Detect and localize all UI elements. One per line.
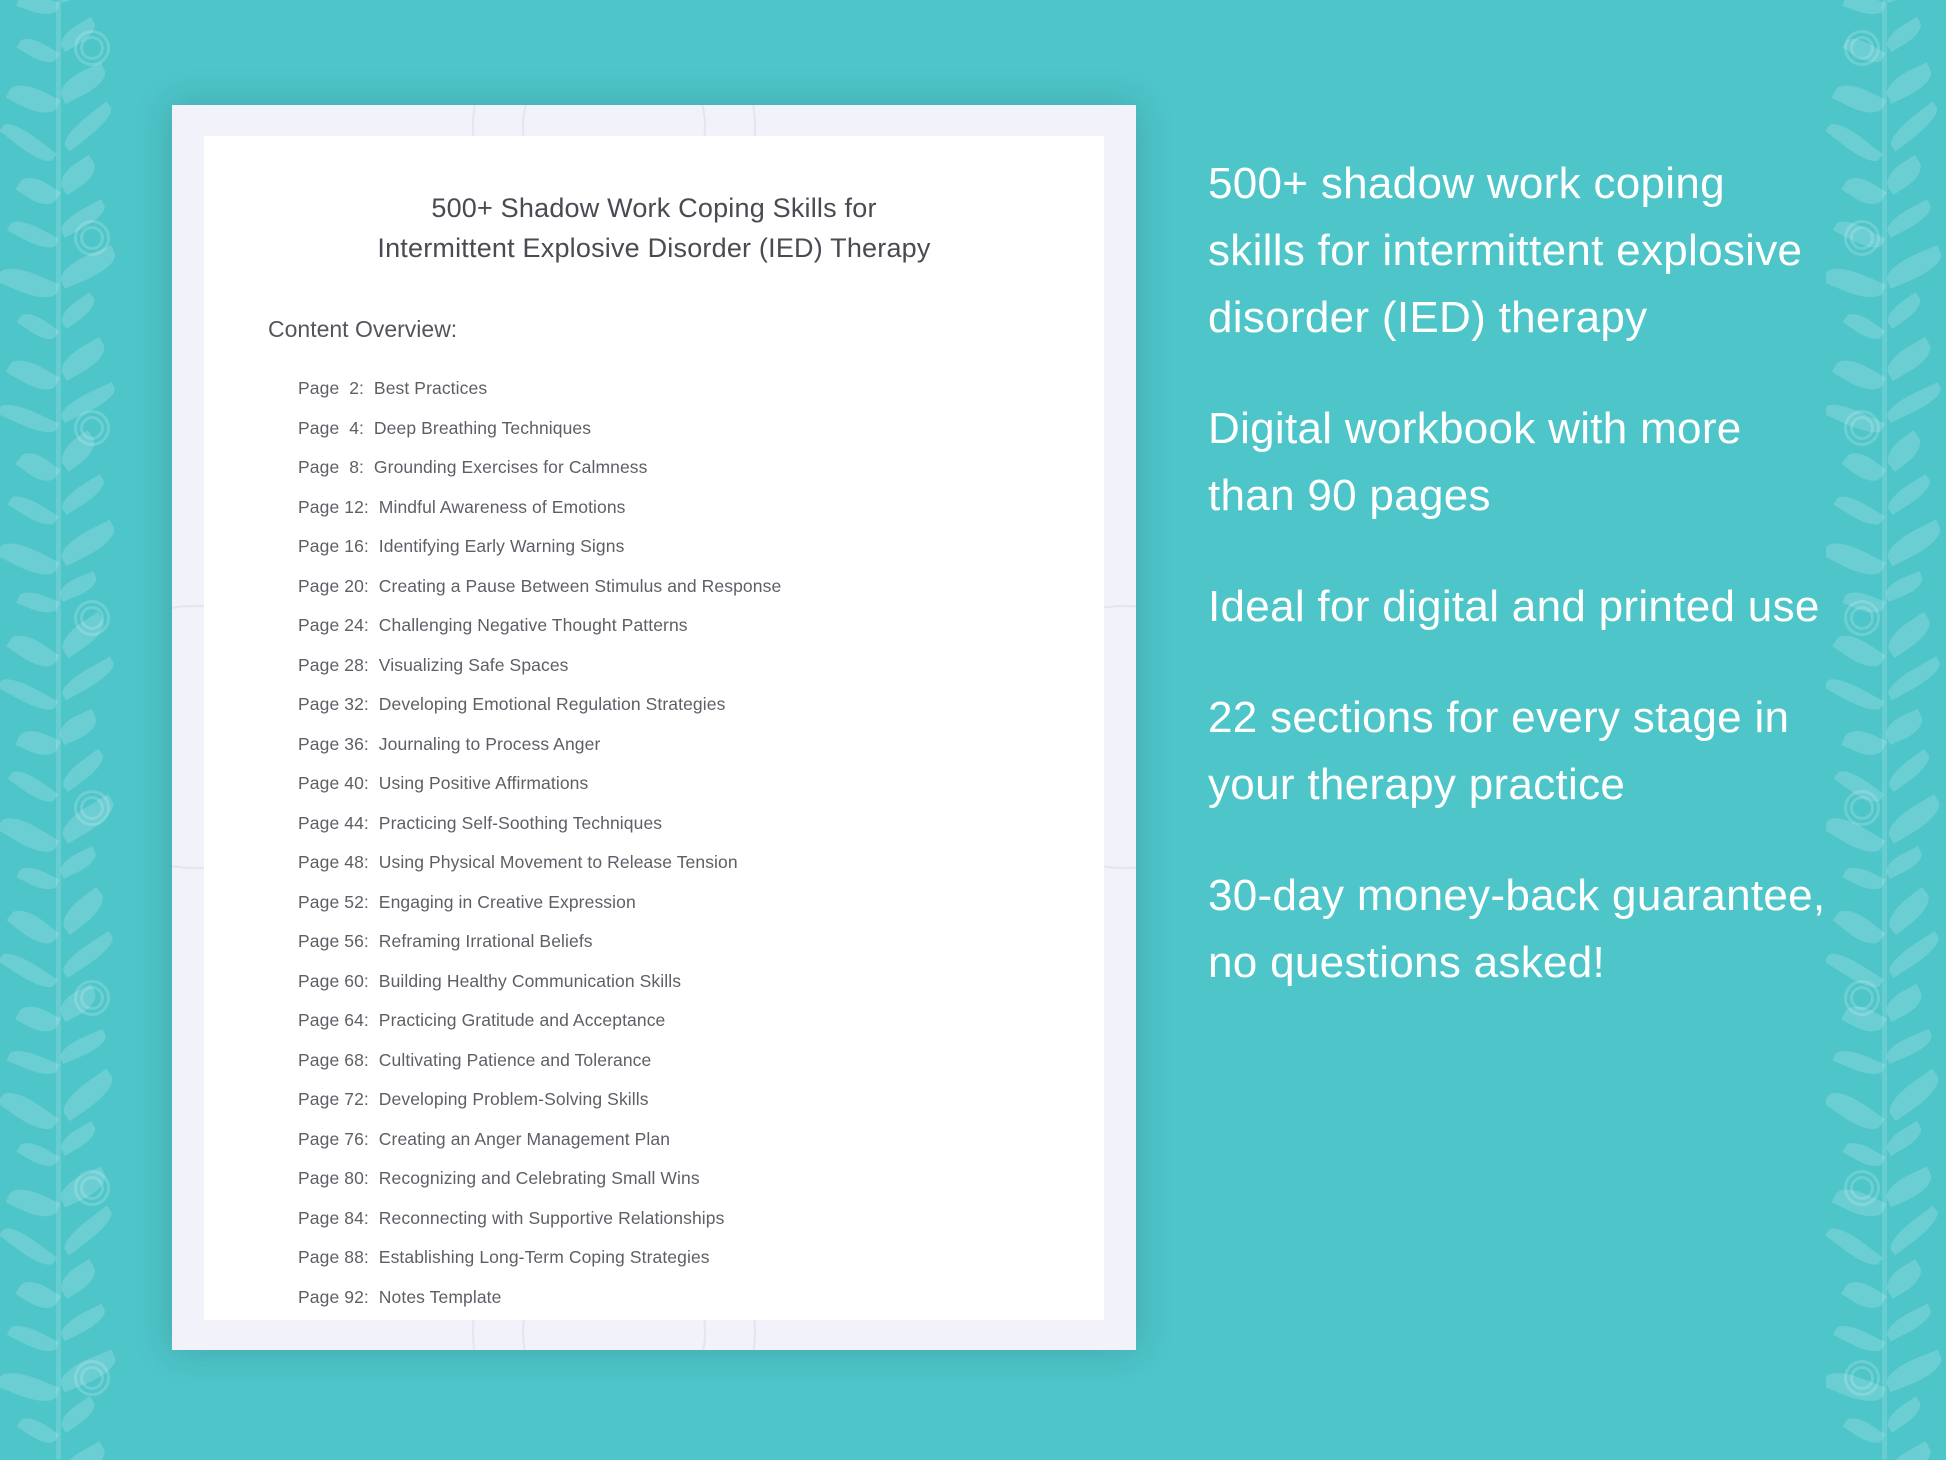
toc-entry-page: Page 44: [298, 812, 369, 833]
vine-flower [74, 220, 110, 256]
vine-flower [1844, 220, 1880, 256]
vine-flower [1844, 1360, 1880, 1396]
vine-flower [74, 980, 110, 1016]
vine-flower [80, 796, 104, 820]
vine-leaf [1842, 33, 1885, 68]
vine-leaf [56, 337, 110, 381]
toc-entry [298, 1080, 1104, 1120]
vine-leaf [1882, 0, 1925, 3]
vine-flower [1850, 416, 1874, 440]
page-title-line-1: 500+ Shadow Work Coping Skills for [431, 193, 877, 223]
toc-entry-title: Developing Emotional Regulation Strategies [368, 694, 726, 714]
vine-leaf [0, 947, 58, 994]
vine-leaf [56, 520, 119, 567]
vine-flower [1844, 1170, 1880, 1206]
toc-entry-title: Practicing Gratitude and Acceptance [368, 1010, 666, 1030]
vine-leaf [16, 1137, 59, 1172]
page-title-line-2: Intermittent Explosive Disorder (IED) Therapy [377, 233, 931, 263]
vine-leaf [0, 117, 57, 167]
toc-entry-page: Page 12: [298, 496, 369, 517]
vine-flower [1850, 36, 1874, 60]
toc-entry-title: Reframing Irrational Beliefs [368, 931, 593, 951]
vine-leaf [58, 657, 119, 701]
vine-leaf [1841, 1275, 1887, 1315]
vine-leaf [1841, 725, 1886, 761]
vine-leaf [7, 1045, 60, 1080]
vine-leaf [1826, 261, 1886, 305]
vine-leaf [57, 199, 109, 237]
vine-leaf [16, 0, 59, 19]
vine-leaf [1833, 490, 1884, 531]
toc-entry-title: Mindful Awareness of Emotions [368, 496, 626, 517]
vine-leaf [0, 1085, 59, 1137]
toc-entry-page: Page 68: [298, 1049, 369, 1070]
vine-flower [1850, 986, 1874, 1010]
vine-leaf [1826, 947, 1884, 994]
promo-paragraph: Ideal for digital and printed use [1208, 582, 1820, 631]
vine-leaf [1826, 536, 1886, 583]
vine-leaf [1842, 1137, 1885, 1172]
toc-entry-page: Page 92: [298, 1286, 369, 1307]
vine-leaf [1882, 1350, 1946, 1393]
vine-leaf [1884, 749, 1934, 792]
vine-leaf [1833, 1045, 1886, 1080]
vine-leaf [56, 1121, 99, 1156]
vine-leaf [6, 1182, 61, 1223]
vine-leaf [7, 903, 60, 951]
vine-leaf [1881, 155, 1927, 195]
vine-flower [80, 1176, 104, 1200]
vine-flower [1844, 30, 1880, 66]
vine-leaf [1883, 199, 1935, 237]
vine-leaf [57, 1304, 109, 1342]
vine-leaf [1842, 587, 1885, 618]
vine-leaf [1883, 794, 1946, 844]
page-content [204, 136, 1104, 1320]
toc-entry [298, 448, 1104, 488]
vine-leaf [7, 1320, 59, 1358]
toc-entry-title: Using Positive Affirmations [368, 773, 589, 793]
vine-leaf [56, 0, 99, 3]
vine-leaf [1832, 353, 1886, 397]
vine-leaf [57, 292, 100, 329]
vine-leaf [1883, 1029, 1936, 1064]
toc-entry-page: Page 48: [298, 852, 369, 872]
toc-entry-title: Engaging in Creative Expression [368, 891, 636, 912]
vine-leaf [1882, 1441, 1936, 1460]
vine-leaf [1883, 1304, 1935, 1342]
vine-leaf [1832, 78, 1887, 120]
vine-leaf [15, 1275, 61, 1315]
vine-leaf [15, 1000, 61, 1038]
vine-leaf [57, 1069, 119, 1121]
vine-leaf [1881, 709, 1926, 745]
vine-leaf [17, 1412, 60, 1448]
vine-leaf [55, 984, 101, 1022]
vine-leaf [1884, 931, 1944, 978]
toc-entry-page: Page 60: [298, 970, 369, 991]
vine-leaf [1885, 1206, 1943, 1256]
vine-leaf [1826, 117, 1883, 167]
vine-leaf [56, 245, 120, 289]
vine-flower [1850, 606, 1874, 630]
vine-leaf [6, 353, 60, 397]
vine-leaf [1881, 430, 1926, 472]
vine-flower [80, 36, 104, 60]
vine-leaf [1885, 101, 1943, 151]
toc-entry-page: Page 2: [298, 378, 364, 398]
toc-entry [298, 725, 1104, 765]
vine-flower [1844, 790, 1880, 826]
vine-leaf [57, 474, 108, 515]
toc-entry [298, 567, 1104, 607]
botanical-border-right [1826, 0, 1946, 1460]
toc-entry [298, 1238, 1104, 1278]
toc-entry-title: Grounding Exercises for Calmness [364, 457, 648, 477]
vine-leaf [55, 155, 101, 195]
vine-flower [1844, 410, 1880, 446]
vine-leaf [15, 725, 60, 761]
vine-flower [1850, 226, 1874, 250]
vine-leaf [1882, 337, 1936, 381]
vine-leaf [15, 446, 60, 488]
vine-flower [1844, 980, 1880, 1016]
toc-entry-title: Best Practices [364, 378, 488, 398]
promo-paragraph: 500+ shadow work coping skills for intermittent explosive disorder (IED) therapy [1208, 159, 1803, 342]
vine-flower [80, 986, 104, 1010]
vine-leaf [6, 628, 60, 674]
toc-entry-page: Page 28: [298, 654, 369, 675]
vine-leaf [55, 709, 100, 745]
vine-leaf [1833, 903, 1886, 951]
vine-leaf [1833, 1320, 1885, 1358]
vine-leaf [1842, 862, 1885, 895]
vine-leaf [15, 171, 61, 211]
toc-entry-title: Creating an Anger Management Plan [368, 1128, 671, 1149]
promo-paragraph: 22 sections for every stage in your therapy practice [1208, 693, 1790, 809]
toc-entry [298, 685, 1104, 725]
vine-leaf [1841, 446, 1886, 488]
vine-leaf [55, 1259, 101, 1299]
vine-leaf [1832, 628, 1886, 674]
vine-leaf [1882, 17, 1925, 52]
toc-entry [298, 369, 1104, 409]
promo-paragraph: Digital workbook with more than 90 pages [1208, 404, 1742, 520]
vine-leaf [17, 308, 60, 345]
vine-leaf [1826, 673, 1884, 717]
toc-entry-page: Page 16: [298, 536, 369, 556]
vine-flower [74, 1360, 110, 1396]
vine-leaf [8, 765, 58, 808]
toc-entry-title: Challenging Negative Thought Patterns [368, 615, 688, 635]
toc-entry-page: Page 88: [298, 1247, 369, 1267]
toc-entry-page: Page 40: [298, 773, 369, 793]
vine-leaf [57, 887, 110, 935]
vine-leaf [55, 430, 100, 472]
vine-leaf [1882, 62, 1937, 104]
vine-leaf [1842, 0, 1885, 19]
vine-flower [74, 600, 110, 636]
content-overview-label: Content Overview: [268, 316, 458, 342]
vine-flower [74, 410, 110, 446]
vine-leaf [1883, 474, 1934, 515]
vine-leaf [1826, 1085, 1885, 1137]
toc-entry-title: Establishing Long-Term Coping Strategies [368, 1247, 710, 1267]
toc-entry [298, 804, 1104, 844]
toc-entry [298, 527, 1104, 567]
toc-entry-title: Reconnecting with Supportive Relationships [368, 1207, 725, 1228]
vine-leaf [1833, 215, 1885, 253]
vine-leaf [1882, 846, 1925, 879]
botanical-border-left [0, 0, 120, 1460]
vine-leaf [1882, 245, 1946, 289]
vine-leaf [16, 33, 59, 68]
vine-flower [74, 1170, 110, 1206]
toc-entry-page: Page 64: [298, 1010, 369, 1030]
vine-leaf [16, 862, 59, 895]
vine-flower [74, 790, 110, 826]
vine-leaf [57, 382, 119, 423]
toc-entry [298, 962, 1104, 1002]
toc-entry [298, 764, 1104, 804]
vine-leaf [56, 62, 111, 104]
vine-leaf [1843, 1412, 1886, 1448]
vine-leaf [57, 794, 120, 844]
vine-leaf [56, 846, 99, 879]
vine-leaf [58, 749, 108, 792]
vine-flower [80, 606, 104, 630]
vine-leaf [56, 1166, 111, 1207]
toc-entry-page: Page 24: [298, 615, 369, 635]
vine-flower [80, 1366, 104, 1390]
vine-leaf [1841, 171, 1887, 211]
toc-entry-title: Cultivating Patience and Tolerance [368, 1049, 652, 1070]
vine-leaf [1883, 1396, 1926, 1432]
vine-leaf [1826, 398, 1885, 439]
toc-entry-title: Recognizing and Celebrating Small Wins [368, 1168, 700, 1188]
vine-leaf [58, 931, 118, 978]
toc-entry-title: Notes Template [368, 1286, 502, 1307]
table-of-contents [204, 343, 1104, 1317]
vine-leaf [1882, 612, 1936, 658]
toc-entry-page: Page 36: [298, 733, 369, 754]
toc-entry [298, 409, 1104, 449]
vine-flower [1844, 600, 1880, 636]
toc-entry-page: Page 20: [298, 575, 369, 596]
toc-entry-title: Identifying Early Warning Signs [368, 536, 625, 556]
toc-entry-title: Building Healthy Communication Skills [368, 970, 682, 991]
vine-leaf [1843, 308, 1886, 345]
vine-leaf [0, 673, 58, 717]
vine-leaf [0, 1222, 57, 1272]
vine-leaf [7, 215, 59, 253]
vine-leaf [56, 612, 110, 658]
vine-leaf [1841, 1000, 1887, 1038]
vine-leaf [0, 1366, 60, 1409]
vine-flower [80, 226, 104, 250]
vine-leaf [1881, 984, 1927, 1022]
toc-entry [298, 1120, 1104, 1160]
toc-entry [298, 1001, 1104, 1041]
toc-entry-title: Creating a Pause Between Stimulus and Response [368, 575, 782, 596]
toc-entry-title: Using Physical Movement to Release Tension [368, 852, 738, 872]
vine-leaf [1882, 1166, 1937, 1207]
vine-flower [80, 416, 104, 440]
promo-paragraph: 30-day money-back guarantee, no questions asked! [1208, 871, 1826, 987]
vine-leaf [1884, 657, 1945, 701]
toc-entry [298, 488, 1104, 528]
vine-leaf [7, 490, 58, 531]
vine-leaf [0, 810, 59, 860]
vine-leaf [1826, 1222, 1883, 1272]
toc-entry [298, 922, 1104, 962]
vine-leaf [1881, 1259, 1927, 1299]
vine-leaf [1882, 571, 1925, 602]
toc-entry-page: Page 56: [298, 931, 369, 951]
vine-flower [1850, 796, 1874, 820]
vine-stem [1882, 0, 1887, 1460]
vine-leaf [0, 261, 60, 305]
toc-entry-page: Page 76: [298, 1128, 369, 1149]
vine-leaf [0, 536, 60, 583]
vine-flower [1850, 1176, 1874, 1200]
vine-leaf [1826, 1366, 1886, 1409]
vine-leaf [1834, 765, 1884, 808]
toc-entry-title: Journaling to Process Anger [368, 733, 601, 754]
toc-entry-title: Deep Breathing Techniques [364, 417, 592, 438]
toc-entry-page: Page 4: [298, 417, 364, 438]
vine-leaf [57, 1029, 110, 1064]
vine-leaf [1883, 382, 1945, 423]
toc-entry [298, 1159, 1104, 1199]
toc-entry-page: Page 84: [298, 1207, 369, 1228]
page-title [204, 136, 1104, 268]
vine-flower [1850, 1366, 1874, 1390]
toc-entry-page: Page 72: [298, 1089, 369, 1109]
vine-leaf [59, 1206, 117, 1256]
promo-column [1208, 150, 1828, 996]
toc-entry-page: Page 8: [298, 457, 364, 477]
vine-leaf [16, 587, 59, 618]
vine-leaf [1832, 1182, 1887, 1223]
vine-flower [74, 30, 110, 66]
vine-leaf [1882, 520, 1945, 567]
vine-leaf [1882, 1121, 1925, 1156]
vine-leaf [57, 1396, 100, 1432]
vine-leaf [56, 1441, 110, 1460]
vine-leaf [1826, 810, 1885, 860]
vine-leaf [6, 78, 61, 120]
toc-entry [298, 843, 1104, 883]
toc-entry-page: Page 32: [298, 694, 369, 714]
vine-leaf [1883, 292, 1926, 329]
vine-leaf [0, 398, 59, 439]
toc-entry [298, 1199, 1104, 1239]
toc-entry-title: Practicing Self-Soothing Techniques [368, 812, 663, 833]
toc-entry [298, 1041, 1104, 1081]
toc-entry [298, 883, 1104, 923]
toc-entry-page: Page 80: [298, 1168, 369, 1188]
toc-entry [298, 646, 1104, 686]
vine-leaf [1883, 1069, 1945, 1121]
vine-leaf [59, 101, 117, 151]
vine-leaf [56, 571, 99, 602]
toc-entry [298, 1278, 1104, 1318]
toc-entry-title: Developing Problem-Solving Skills [368, 1089, 649, 1109]
vine-stem [56, 0, 61, 1460]
toc-entry-page: Page 52: [298, 891, 369, 912]
toc-entry [298, 606, 1104, 646]
toc-entry-title: Visualizing Safe Spaces [368, 654, 569, 675]
vine-leaf [56, 17, 99, 52]
vine-leaf [1883, 887, 1936, 935]
vine-leaf [56, 1350, 120, 1393]
